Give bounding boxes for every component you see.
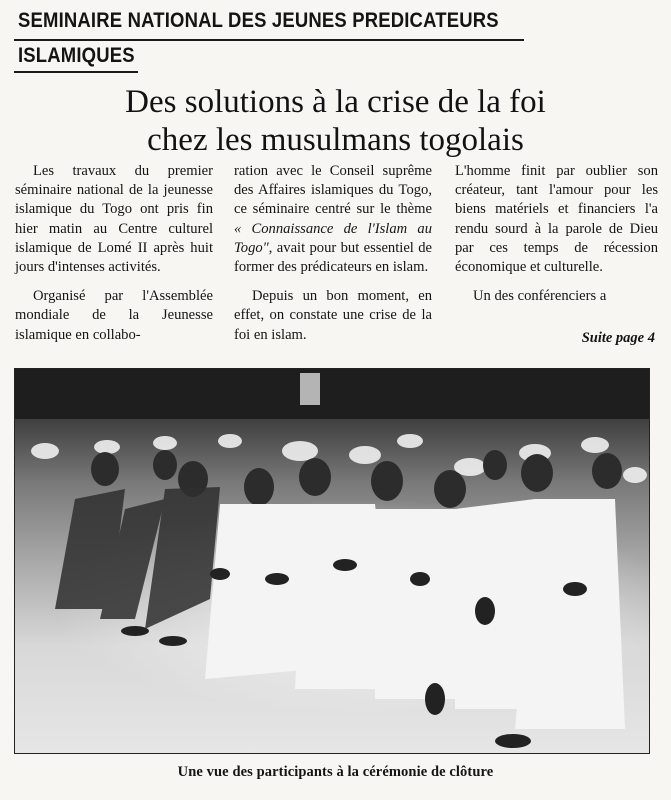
column-2-paragraph-2: Depuis un bon moment, en effet, on constate une crise de la foi en islam. [234,288,432,343]
article-column-1 [15,162,213,345]
column-2-paragraph-1 [234,162,432,277]
kicker-line-2: ISLAMIQUES [18,44,135,67]
continued-on-page: Suite page 4 [581,330,655,346]
column-1-paragraph-1: Les travaux du premier séminaire national de la jeunesse islamique du Togo ont pris fin hier matin au Centre culturel islamique de Lomé II après huit jours d'intenses activités. [15,163,213,276]
column-3-paragraph-2: Un des conférenciers a [473,288,607,305]
participants-photo [14,368,650,754]
headline-line-1: Des solutions à la crise de la foi [125,84,546,120]
column-2-text-b: , avait pour but essentiel de former des prédicateurs en islam. [234,239,432,276]
column-1-paragraph-2: Organisé par l'Assemblée mondiale de la Jeunesse islamique en collabo- [15,288,213,343]
crowd-illustration [15,369,649,753]
article-column-3 [455,162,658,306]
photo-caption: Une vue des participants à la cérémonie de clôture [177,764,494,780]
seminar-theme: « Connaissance de l'Islam au Togo" [234,220,432,256]
column-3-paragraph-1: L'homme finit par oublier son créateur, tant l'amour pour les biens matériels et financiers l'a rendu sourd à la parole de Dieu par ces temps de récession économique et culturelle. [455,163,658,276]
column-2-text-a: ration avec le Conseil suprême des Affaires islamiques du Togo, ce séminaire centré sur le thème [234,163,432,218]
kicker-underline-2 [14,71,138,73]
kicker-underline-1 [14,39,524,41]
kicker-line-1: SEMINAIRE NATIONAL DES JEUNES PREDICATEURS [18,9,499,32]
article-column-2 [234,162,432,345]
headline-line-2: chez les musulmans togolais [147,122,524,158]
